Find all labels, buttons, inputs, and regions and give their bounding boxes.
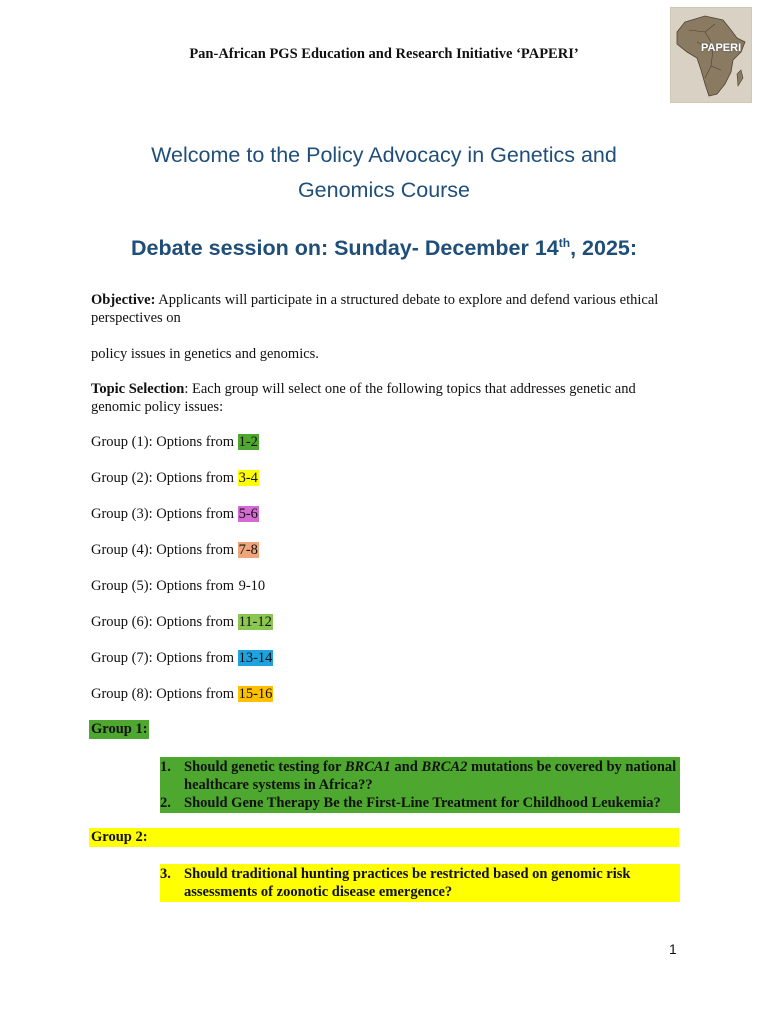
group-option-range: 13-14 [238,650,273,666]
group-option-row [91,433,259,451]
group-option-label: Group (5): Options from [91,578,238,594]
group-option-label: Group (7): Options from [91,650,238,666]
topic-selection-text: : Each group will select one of the following topics that addresses genetic and genomic policy issues: [91,381,636,415]
group-option-label: Group (3): Options from [91,506,238,522]
topic-text: Should traditional hunting practices be restricted based on genomic risk assessments of zoonotic disease emergence? [184,866,631,900]
group-option-row [91,505,259,523]
topic-number: 3. [160,866,171,882]
group-1-heading: Group 1: [91,721,148,737]
logo-text: PAPERI [701,42,742,54]
group-option-row [91,541,259,559]
title-line-1: Welcome to the Policy Advocacy in Genetics and [151,143,617,167]
topic-text: Should Gene Therapy Be the First-Line Treatment for Childhood Leukemia? [184,795,661,811]
group-2-heading: Group 2: [89,828,679,847]
group-option-range: 11-12 [238,614,272,630]
debate-prefix: Debate session on: Sunday- December 14 [130,236,559,261]
topic-item [160,794,680,812]
debate-sup: th [558,236,571,250]
group-option-range: 5-6 [238,506,258,522]
group-1-topics [160,757,680,813]
group-option-row [91,613,273,631]
group-option-label: Group (4): Options from [91,542,238,558]
group-option-label: Group (1): Options from [91,434,238,450]
objective-continuation: policy issues in genetics and genomics. [91,346,319,362]
header-organization: Pan-African PGS Education and Research Initiative ‘PAPERI’ [189,46,579,62]
page-title [0,138,768,208]
topic-number: 1. [160,759,171,775]
group-option-range: 9-10 [238,578,266,594]
group-option-label: Group (8): Options from [91,686,238,702]
title-line-2: Genomics Course [297,178,471,202]
group-option-row [91,649,273,667]
group-option-row [91,685,273,703]
paperi-logo [670,7,752,103]
topic-item [160,758,680,794]
group-option-row [91,577,266,595]
objective-text: Applicants will participate in a structured debate to explore and defend various ethical perspectives on [91,292,659,326]
group-2-topics [160,864,680,902]
group-option-label: Group (2): Options from [91,470,238,486]
topic-text: Should genetic testing for BRCA1 and BRCA2 mutations be covered by national healthcare systems in Africa?? [184,759,677,793]
group-option-range: 1-2 [238,434,258,450]
topic-selection-paragraph [91,380,681,416]
debate-session-heading [0,236,768,261]
topic-item [160,865,680,901]
group-option-range: 15-16 [238,686,273,702]
topic-selection-label: Topic Selection [91,381,185,397]
topic-number: 2. [160,795,171,811]
group-option-range: 7-8 [238,542,258,558]
group-option-range: 3-4 [238,470,258,486]
objective-label: Objective: [91,292,156,308]
page-number: 1 [669,941,677,957]
africa-map-icon [671,8,751,102]
group-option-label: Group (6): Options from [91,614,238,630]
group-option-row [91,469,259,487]
objective-paragraph [91,291,681,327]
debate-suffix: , 2025: [570,236,638,261]
